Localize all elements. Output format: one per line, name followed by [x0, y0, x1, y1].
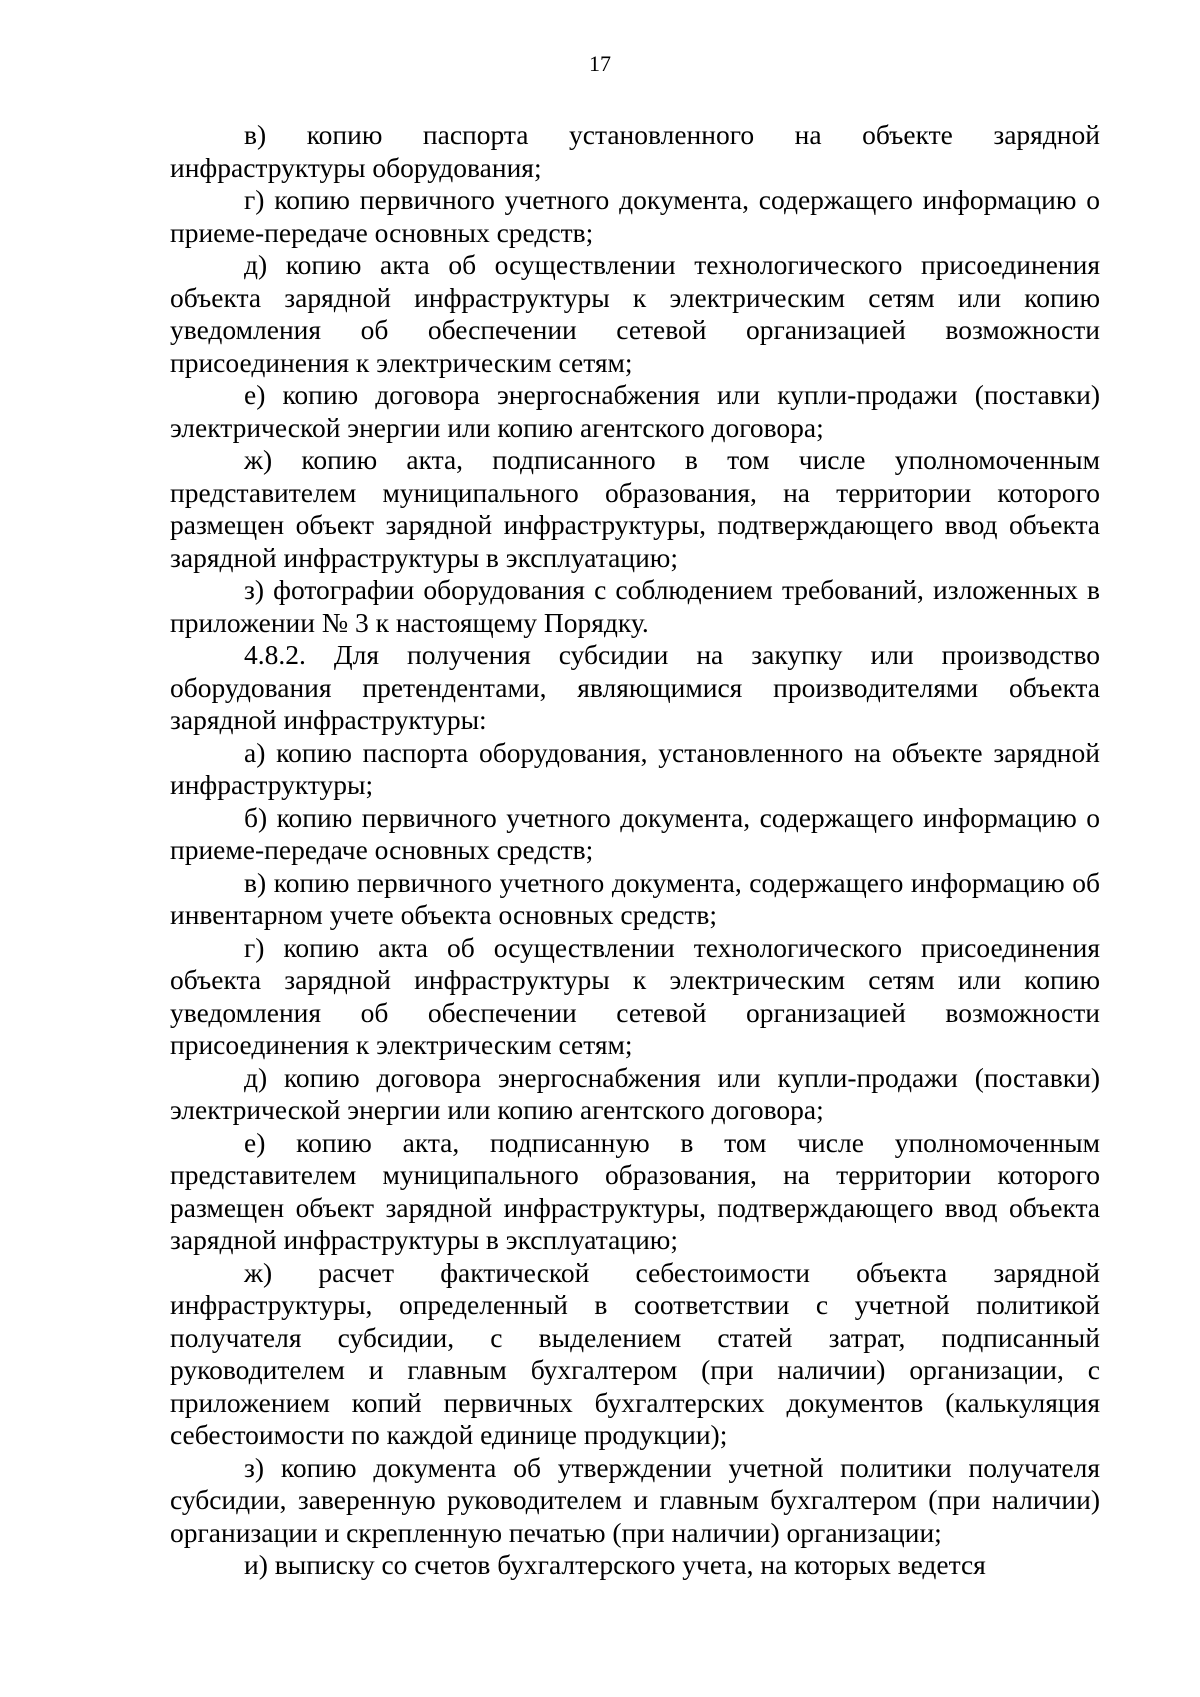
paragraph-a-equipment-passport: а) копию паспорта оборудования, установленного на объекте зарядной инфраструктуры;: [170, 736, 1100, 800]
paragraph-d-energy-contract: д) копию договора энергоснабжения или купли-продажи (поставки) электрической энергии или копию агентского договора;: [170, 1061, 1100, 1125]
paragraph-g-grid-connection-act: г) копию акта об осуществлении технологического присоединения объекта зарядной инфраструктуры к электрическим сетям или копию уведомления об обеспечении сетевой организацией возможности присоединения к электрическим сетям;: [170, 931, 1100, 1060]
paragraph-z-photos: з) фотографии оборудования с соблюдением требований, изложенных в приложении № 3 к настоящему Порядку.: [170, 574, 1100, 638]
paragraph-d-grid-connection-act: д) копию акта об осуществлении технологического присоединения объекта зарядной инфраструктуры к электрическим сетям или копию уведомления об обеспечении сетевой организацией возможности присоединения к электрическим сетям;: [170, 249, 1100, 378]
page-number: 17: [589, 51, 611, 76]
document-body: [170, 119, 1100, 1582]
paragraph-4-8-2-heading: 4.8.2. Для получения субсидии на закупку или производство оборудования претендентами, являющимися производителями объекта зарядной инфраструктуры:: [170, 639, 1100, 735]
paragraph-i-account-statement: и) выписку со счетов бухгалтерского учета, на которых ведется: [244, 1549, 986, 1580]
paragraph-v-equipment-passport: в) копию паспорта установленного на объекте зарядной инфраструктуры оборудования;: [170, 119, 1100, 183]
paragraph-z-accounting-policy: з) копию документа об утверждении учетной политики получателя субсидии, заверенную руководителем и главным бухгалтером (при наличии) организации и скрепленную печатью (при наличии) организации;: [170, 1451, 1100, 1548]
paragraph-zh-cost-calculation: ж) расчет фактической себестоимости объекта зарядной инфраструктуры, определенный в соответствии с учетной политикой получателя субсидии, с выделением статей затрат, подписанный руководителем и главным бухгалтером (при наличии) организации, с приложением копий первичных бухгалтерских документов (калькуляция себестоимости по каждой единице продукции);: [170, 1256, 1100, 1450]
paragraph-g-transfer-document: г) копию первичного учетного документа, содержащего информацию о приеме-передаче основных средств;: [170, 184, 1100, 248]
paragraph-zh-commissioning-act: ж) копию акта, подписанного в том числе уполномоченным представителем муниципального образования, на территории которого размещен объект зарядной инфраструктуры, подтверждающего ввод объекта зарядной инфраструктуры в эксплуатацию;: [170, 444, 1100, 573]
paragraph-e-commissioning-act: е) копию акта, подписанную в том числе уполномоченным представителем муниципального образования, на территории которого размещен объект зарядной инфраструктуры, подтверждающего ввод объекта зарядной инфраструктуры в эксплуатацию;: [170, 1126, 1100, 1255]
paragraph-v-inventory-document: в) копию первичного учетного документа, содержащего информацию об инвентарном учете объекта основных средств;: [170, 866, 1100, 930]
paragraph-e-energy-contract: е) копию договора энергоснабжения или купли-продажи (поставки) электрической энергии или копию агентского договора;: [170, 379, 1100, 443]
paragraph-b-transfer-document: б) копию первичного учетного документа, содержащего информацию о приеме-передаче основных средств;: [170, 801, 1100, 865]
